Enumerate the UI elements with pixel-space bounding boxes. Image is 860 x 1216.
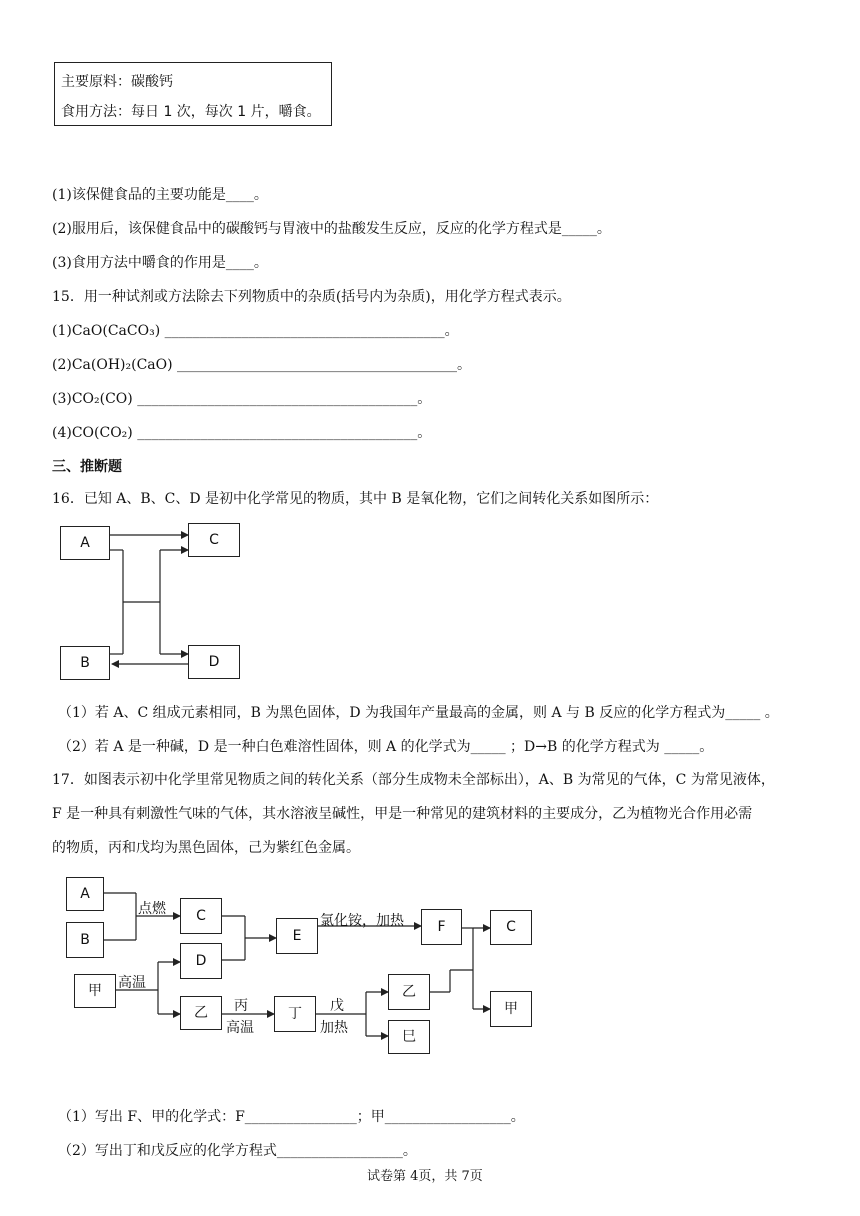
q17-node-f: F [421, 909, 462, 945]
q17-node-a: A [66, 877, 104, 911]
label-nh4cl-heat: 氯化铵，加热 [320, 913, 404, 929]
section-heading: 三、推断题 [52, 459, 122, 475]
q17-node-jia-product: 甲 [490, 991, 532, 1027]
q17-node-b: B [66, 922, 104, 958]
q15-item4: (4)CO(CO₂) ________________________________________。 [52, 425, 432, 441]
q17-node-e: E [276, 918, 318, 954]
q17-part1: （1）写出 F、甲的化学式：F________________；甲__________________。 [58, 1109, 525, 1125]
q17-node-ji: 巳 [388, 1020, 430, 1054]
q17-node-ding: 丁 [274, 996, 316, 1032]
info-line-ingredient: 主要原料：碳酸钙 [61, 74, 173, 90]
q14-part2: (2)服用后，该保健食品中的碳酸钙与胃液中的盐酸发生反应，反应的化学方程式是_____。 [52, 221, 611, 237]
q14-part1: (1)该保健食品的主要功能是____。 [52, 187, 268, 203]
q16-part2: （2）若 A 是一种碱，D 是一种白色难溶性固体，则 A 的化学式为_____ ；D→B 的化学方程式为 _____。 [58, 739, 714, 755]
q17-node-c: C [180, 898, 222, 934]
label-high-temp: 高温 [118, 975, 146, 991]
label-ignite: 点燃 [138, 901, 166, 917]
label-wu: 戊 [330, 998, 344, 1014]
q16-node-a: A [60, 526, 110, 560]
q15-stem: 15．用一种试剂或方法除去下列物质中的杂质(括号内为杂质)，用化学方程式表示。 [52, 289, 571, 305]
label-heat: 加热 [320, 1020, 348, 1036]
q17-stem-line3: 的物质，丙和戊均为黑色固体，己为紫红色金属。 [52, 840, 360, 856]
q17-node-yi: 乙 [180, 996, 222, 1030]
q14-part3: (3)食用方法中嚼食的作用是____。 [52, 255, 268, 271]
q17-part2: （2）写出丁和戊反应的化学方程式__________________。 [58, 1143, 417, 1159]
q16-part1: （1）若 A、C 组成元素相同，B 为黑色固体，D 为我国年产量最高的金属，则 A 与 B 反应的化学方程式为_____ 。 [58, 705, 779, 721]
q15-item1: (1)CaO(CaCO₃) ________________________________________。 [52, 323, 459, 339]
q16-node-b: B [60, 646, 110, 680]
q16-stem: 16．已知 A、B、C、D 是初中化学常见的物质，其中 B 是氧化物，它们之间转化关系如图所示： [52, 491, 659, 507]
q15-item3: (3)CO₂(CO) ________________________________________。 [52, 391, 432, 407]
q15-item2: (2)Ca(OH)₂(CaO) ________________________________________。 [52, 357, 472, 373]
info-line-usage: 食用方法：每日 1 次，每次 1 片，嚼食。 [61, 104, 321, 120]
q17-node-yi-product: 乙 [388, 974, 430, 1010]
label-high-temp-2: 高温 [226, 1020, 254, 1036]
q17-node-d: D [180, 943, 222, 979]
q17-stem-line1: 17．如图表示初中化学里常见物质之间的转化关系（部分生成物未全部标出），A、B 为常见的气体，C 为常见液体， [52, 772, 775, 788]
q16-node-c: C [188, 523, 240, 557]
q17-node-c-product: C [490, 910, 532, 945]
label-bing: 丙 [234, 998, 248, 1014]
q16-node-d: D [188, 645, 240, 679]
page-footer: 试卷第 4页，共 7页 [367, 1169, 483, 1184]
q17-node-jia: 甲 [74, 974, 116, 1008]
q17-stem-line2: F 是一种具有刺激性气味的气体，其水溶液呈碱性，甲是一种常见的建筑材料的主要成分，乙为植物光合作用必需 [52, 806, 753, 822]
